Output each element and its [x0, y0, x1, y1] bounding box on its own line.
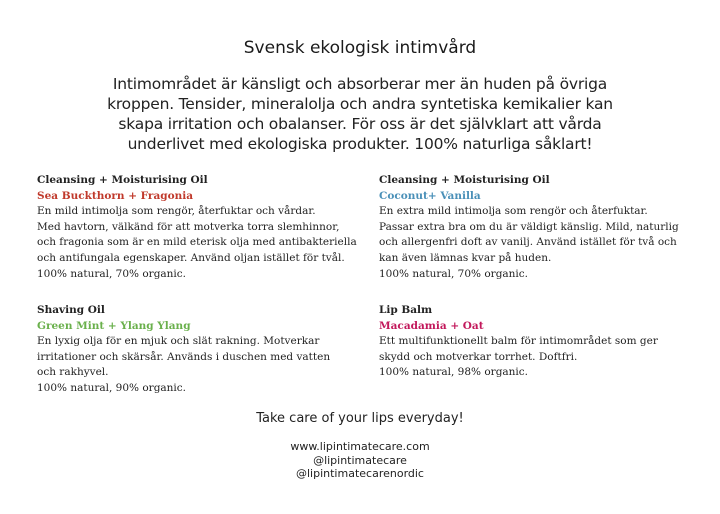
product-description-line: och allergenfri doft av vanilj. Använd istället för två och	[379, 236, 677, 249]
intro-line: Intimområdet är känsligt och absorberar mer än huden på övriga	[112, 75, 608, 93]
intro-line: kroppen. Tensider, mineralolja och andra syntetiska kemikalier kan	[107, 95, 613, 113]
product-description-line: och rakhyvel.	[37, 366, 109, 379]
product-name: Shaving Oil	[37, 304, 105, 316]
product-description-line: Med havtorn, välkänd för att motverka torra slemhinnor,	[37, 220, 340, 233]
product-cleansing-oil-coconut	[379, 173, 679, 282]
product-composition: 100% natural, 98% organic.	[379, 366, 529, 379]
product-subtitle: Macadamia + Oat	[379, 319, 484, 332]
product-description-line: Passar extra bra om du är väldigt känslig. Mild, naturlig	[379, 220, 679, 233]
product-subtitle: Coconut+ Vanilla	[379, 189, 481, 202]
social-handle[interactable]: @lipintimatecarenordic	[296, 467, 424, 480]
product-subtitle: Green Mint + Ylang Ylang	[37, 319, 191, 332]
product-description-line: En lyxig olja för en mjuk och slät rakning. Motverkar	[37, 335, 320, 348]
product-description-line: Ett multifunktionellt balm för intimområdet som ger	[379, 335, 658, 348]
product-name: Cleansing + Moisturising Oil	[379, 174, 550, 186]
product-description-line: skydd och motverkar torrhet. Doftfri.	[379, 350, 578, 363]
product-cleansing-oil-sea-buckthorn	[37, 173, 357, 282]
product-description-line: irritationer och skärsår. Används i duschen med vatten	[37, 350, 331, 363]
contact-info	[0, 440, 720, 481]
product-composition: 100% natural, 90% organic.	[37, 381, 187, 394]
website-link[interactable]: www.lipintimatecare.com	[290, 440, 430, 453]
product-description-line: En extra mild intimolja som rengör och återfuktar.	[379, 205, 648, 218]
tagline: Take care of your lips everyday!	[256, 411, 464, 426]
product-description-line: och fragonia som är en mild eterisk olja med antibakteriella	[37, 236, 357, 249]
product-name: Lip Balm	[379, 304, 433, 316]
product-description-line: En mild intimolja som rengör, återfuktar och vårdar.	[37, 205, 316, 218]
product-name: Cleansing + Moisturising Oil	[37, 174, 208, 186]
product-shaving-oil	[37, 303, 330, 397]
intro-line: skapa irritation och obalanser. För oss är det självklart att vårda	[118, 115, 602, 133]
intro-line: underlivet med ekologiska produkter. 100% naturliga såklart!	[127, 135, 593, 153]
intro-paragraph	[60, 74, 660, 154]
product-lip-balm	[379, 303, 658, 381]
product-composition: 100% natural, 70% organic.	[37, 267, 187, 280]
product-description-line: kan även lämnas kvar på huden.	[379, 251, 552, 264]
product-description-line: och antifungala egenskaper. Använd oljan istället för tvål.	[37, 251, 345, 264]
product-composition: 100% natural, 70% organic.	[379, 267, 529, 280]
page-title: Svensk ekologisk intimvård	[243, 38, 477, 58]
product-subtitle: Sea Buckthorn + Fragonia	[37, 189, 194, 202]
social-handle[interactable]: @lipintimatecare	[313, 453, 407, 467]
